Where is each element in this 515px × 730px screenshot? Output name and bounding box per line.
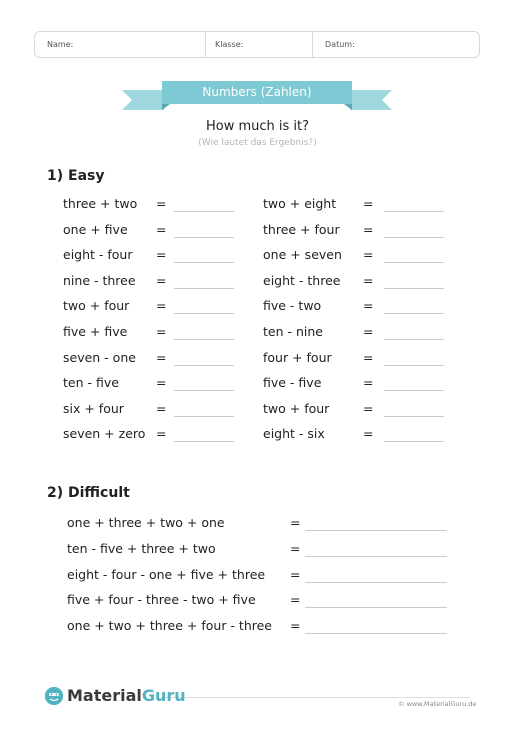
section-title-easy: 1) Easy xyxy=(47,168,105,184)
exercise-expression: four + four xyxy=(263,349,332,365)
equals-sign: = xyxy=(363,196,374,211)
answer-line[interactable] xyxy=(384,262,444,263)
easy-exercise-row xyxy=(263,426,453,446)
equals-sign: = xyxy=(290,515,301,530)
exercise-expression: one + five xyxy=(63,221,128,237)
difficult-exercise-row xyxy=(67,592,457,612)
equals-sign: = xyxy=(363,375,374,391)
exercise-expression: three + four xyxy=(263,221,340,237)
exercise-expression: ten - five + three + two xyxy=(67,540,216,556)
equals-sign: = xyxy=(156,426,167,442)
difficult-exercise-row xyxy=(67,618,457,638)
equals-sign: = xyxy=(363,298,374,314)
easy-exercise-row xyxy=(63,375,243,395)
answer-line[interactable] xyxy=(174,339,234,340)
answer-line[interactable] xyxy=(305,607,447,608)
exercise-expression: one + two + three + four - three xyxy=(67,618,272,634)
answer-line[interactable] xyxy=(174,390,234,391)
difficult-exercise-row xyxy=(67,515,457,535)
exercise-expression: five - five xyxy=(263,375,322,391)
exercise-expression: six + four xyxy=(63,400,124,416)
footer-divider xyxy=(160,697,470,698)
answer-line[interactable] xyxy=(174,416,234,417)
easy-exercise-row xyxy=(263,222,453,242)
answer-line[interactable] xyxy=(305,633,447,634)
easy-exercise-row xyxy=(63,298,243,318)
section-title-difficult: 2) Difficult xyxy=(47,485,130,501)
answer-line[interactable] xyxy=(384,390,444,391)
answer-line[interactable] xyxy=(305,582,447,583)
exercise-expression: eight - four xyxy=(63,247,133,263)
exercise-expression: ten - nine xyxy=(263,324,323,339)
answer-line[interactable] xyxy=(384,365,444,366)
answer-line[interactable] xyxy=(174,237,234,238)
equals-sign: = xyxy=(156,247,167,263)
answer-line[interactable] xyxy=(174,262,234,263)
easy-exercise-row xyxy=(63,324,243,344)
answer-line[interactable] xyxy=(384,313,444,314)
klasse-label: Klasse: xyxy=(215,40,244,49)
difficult-exercise-row xyxy=(67,567,457,587)
owl-icon xyxy=(45,687,63,705)
subtitle: How much is it? xyxy=(205,119,310,134)
equals-sign: = xyxy=(363,324,374,339)
equals-sign: = xyxy=(290,566,301,582)
answer-line[interactable] xyxy=(174,365,234,366)
exercise-expression: two + four xyxy=(63,298,130,314)
equals-sign: = xyxy=(363,349,374,365)
easy-exercise-row xyxy=(263,247,453,267)
exercise-expression: seven - one xyxy=(63,349,136,365)
exercise-expression: ten - five xyxy=(63,375,119,391)
easy-exercise-row xyxy=(263,324,453,344)
datum-field[interactable] xyxy=(312,32,479,57)
equals-sign: = xyxy=(156,298,167,314)
easy-exercise-row xyxy=(263,298,453,318)
easy-exercise-row xyxy=(63,273,243,293)
logo-text-guru: Guru xyxy=(141,686,186,705)
equals-sign: = xyxy=(156,400,167,416)
equals-sign: = xyxy=(156,272,167,288)
exercise-expression: two + four xyxy=(263,400,330,416)
name-label: Name: xyxy=(47,40,74,49)
equals-sign: = xyxy=(290,540,301,556)
answer-line[interactable] xyxy=(174,441,234,442)
equals-sign: = xyxy=(363,272,374,288)
easy-exercise-row xyxy=(63,401,243,421)
answer-line[interactable] xyxy=(384,288,444,289)
exercise-expression: one + seven xyxy=(263,247,342,263)
easy-exercise-row xyxy=(63,426,243,446)
equals-sign: = xyxy=(156,324,167,339)
exercise-expression: five - two xyxy=(263,298,322,314)
equals-sign: = xyxy=(290,618,301,634)
equals-sign: = xyxy=(156,196,167,211)
equals-sign: = xyxy=(363,221,374,237)
easy-exercise-row xyxy=(63,247,243,267)
easy-exercise-row xyxy=(63,196,243,216)
klasse-field[interactable] xyxy=(205,32,312,57)
materialguru-logo xyxy=(45,686,186,705)
exercise-expression: seven + zero xyxy=(63,426,146,442)
exercise-expression: five + five xyxy=(63,324,128,339)
easy-exercise-row xyxy=(263,196,453,216)
easy-exercise-row xyxy=(263,375,453,395)
datum-label: Datum: xyxy=(325,40,355,49)
equals-sign: = xyxy=(156,349,167,365)
page-title: Numbers (Zahlen) xyxy=(202,85,312,99)
answer-line[interactable] xyxy=(305,530,447,531)
equals-sign: = xyxy=(363,400,374,416)
exercise-expression: eight - three xyxy=(263,272,341,288)
exercise-expression: three + two xyxy=(63,196,138,211)
equals-sign: = xyxy=(290,592,301,608)
easy-exercise-row xyxy=(63,222,243,242)
easy-exercise-row xyxy=(263,401,453,421)
answer-line[interactable] xyxy=(384,237,444,238)
equals-sign: = xyxy=(156,221,167,237)
answer-line[interactable] xyxy=(174,288,234,289)
answer-line[interactable] xyxy=(384,211,444,212)
answer-line[interactable] xyxy=(174,313,234,314)
equals-sign: = xyxy=(363,426,374,442)
answer-line[interactable] xyxy=(384,441,444,442)
exercise-expression: five + four - three - two + five xyxy=(67,592,256,608)
answer-line[interactable] xyxy=(174,211,234,212)
answer-line[interactable] xyxy=(384,416,444,417)
difficult-exercise-row xyxy=(67,541,457,561)
easy-exercise-row xyxy=(263,350,453,370)
subtitle-german: (Wie lautet das Ergebnis?) xyxy=(198,138,317,148)
exercise-expression: two + eight xyxy=(263,196,337,211)
exercise-expression: eight - six xyxy=(263,426,325,442)
answer-line[interactable] xyxy=(305,556,447,557)
exercise-expression: one + three + two + one xyxy=(67,515,225,530)
equals-sign: = xyxy=(156,375,167,391)
logo-text-material: Material xyxy=(67,686,142,705)
exercise-expression: eight - four - one + five + three xyxy=(67,566,266,582)
easy-exercise-row xyxy=(63,350,243,370)
copyright: © www.MaterialGuru.de xyxy=(398,700,477,708)
header-fields xyxy=(34,31,480,58)
easy-exercise-row xyxy=(263,273,453,293)
equals-sign: = xyxy=(363,247,374,263)
answer-line[interactable] xyxy=(384,339,444,340)
exercise-expression: nine - three xyxy=(63,272,136,288)
name-field[interactable] xyxy=(35,32,205,57)
